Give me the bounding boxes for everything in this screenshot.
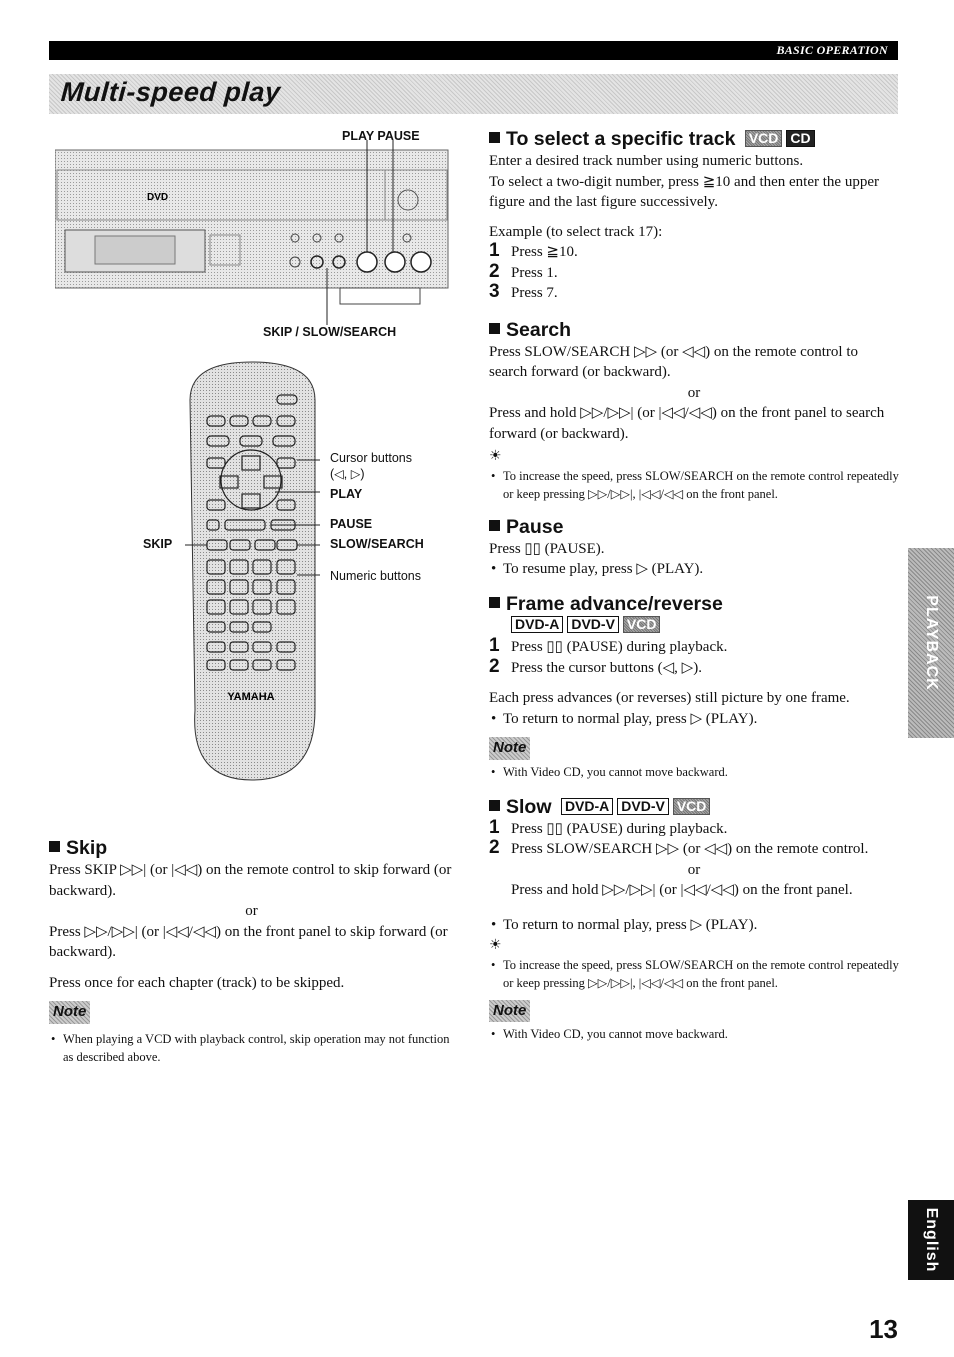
skip-heading: Skip <box>49 836 454 860</box>
pause-bullet: • To resume play, press ▷ (PLAY). <box>489 559 899 580</box>
dvd-a-badge: DVD-A <box>561 798 613 815</box>
search-heading: Search <box>489 318 899 342</box>
frame-note: • With Video CD, you cannot move backward. <box>489 763 899 781</box>
front-panel-illustration <box>55 140 450 330</box>
vcd-badge: VCD <box>673 798 711 815</box>
tip-icon: ☀ <box>489 448 502 464</box>
section-header-bar <box>49 41 898 60</box>
section-name: BASIC OPERATION <box>776 43 888 57</box>
side-tab-english <box>908 1200 954 1280</box>
search-p2: Press and hold ▷▷/▷▷| (or |◁◁/◁◁) on the front panel to search forward (or backward). <box>489 405 885 442</box>
remote-control-illustration <box>185 360 320 785</box>
remote-slow-search-label: SLOW/SEARCH <box>330 537 424 551</box>
select-track-step-3: 3 Press 7. <box>489 281 558 302</box>
dvd-v-badge: DVD-V <box>567 616 619 633</box>
pause-p1: Press ▯▯ (PAUSE). <box>489 540 605 557</box>
frame-note-badge: Note <box>489 737 530 760</box>
frame-badges <box>489 616 899 638</box>
vcd-badge: VCD <box>745 130 783 147</box>
remote-pause-label: PAUSE <box>330 517 373 531</box>
skip-paragraph-2: Press ▷▷/▷▷| (or |◁◁/◁◁) on the front panel to skip forward (or backward). <box>49 923 448 960</box>
title-banner <box>49 74 898 114</box>
remote-play-label: PLAY <box>330 487 363 501</box>
front-skip-label: SKIP / SLOW/SEARCH <box>263 325 397 339</box>
pause-heading: Pause <box>489 515 899 539</box>
slow-heading: Slow DVD-A DVD-V VCD <box>489 795 899 819</box>
skip-note-badge: Note <box>49 1001 90 1024</box>
select-track-p1: Enter a desired track number using numeric buttons. <box>489 153 804 169</box>
right-column <box>489 127 899 1043</box>
select-track-step-1: 1 Press ≧10. <box>489 240 578 261</box>
cursor-buttons-sublabel: (◁, ▷) <box>330 467 365 481</box>
slow-bullet: • To return to normal play, press ▷ (PLAY). <box>489 915 899 936</box>
svg-text:DVD: DVD <box>147 192 169 203</box>
select-track-step-2: 2 Press 1. <box>489 260 558 282</box>
remote-skip-label: SKIP <box>143 537 173 551</box>
side-tab-playback-label: PLAYBACK <box>923 595 940 691</box>
select-track-p2: To select a two-digit number, press ≧10 and then enter the upper figure and the last figure successively. <box>489 173 879 210</box>
skip-section <box>49 836 454 1066</box>
dvd-v-badge: DVD-V <box>617 798 669 815</box>
frame-step-2: 2 Press the cursor buttons (◁, ▷). <box>489 655 702 677</box>
frame-heading: Frame advance/reverse <box>489 592 899 616</box>
cursor-buttons-label: Cursor buttons <box>330 451 412 465</box>
frame-p1: Each press advances (or reverses) still picture by one frame. <box>489 690 850 706</box>
slow-step-1: 1 Press ▯▯ (PAUSE) during playback. <box>489 816 728 838</box>
slow-step-2: 2 Press SLOW/SEARCH ▷▷ (or ◁◁) on the remote control. <box>489 837 869 858</box>
remote-brand-text: YAMAHA <box>227 691 275 703</box>
side-tab-playback <box>908 548 954 738</box>
skip-paragraph-1: Press SKIP ▷▷| (or |◁◁) on the remote control to skip forward (or backward). <box>49 862 452 899</box>
select-track-heading: To select a specific track VCD CD <box>489 127 899 151</box>
skip-paragraph-3: Press once for each chapter (track) to be skipped. <box>49 974 345 991</box>
slow-tip: • To increase the speed, press SLOW/SEARCH on the remote control repeatedly or keep pressing ▷▷/▷▷|, |◁◁/◁◁ on the front panel. <box>489 956 899 992</box>
front-play-pause-label: PLAY PAUSE <box>342 129 420 143</box>
vcd-badge: VCD <box>623 616 661 633</box>
frame-bullet: • To return to normal play, press ▷ (PLAY). <box>489 709 899 730</box>
slow-hold: Press and hold ▷▷/▷▷| (or |◁◁/◁◁) on the front panel. <box>511 882 853 898</box>
side-tab-english-label: English <box>923 1207 940 1273</box>
tip-icon: ☀ <box>489 937 502 953</box>
dvd-a-badge: DVD-A <box>511 616 563 633</box>
select-track-example: Example (to select track 17): <box>489 223 663 240</box>
search-tip: • To increase the speed, press SLOW/SEARCH on the remote control repeatedly or keep pressing ▷▷/▷▷|, |◁◁/◁◁ on the front panel. <box>489 467 899 503</box>
numeric-buttons-label: Numeric buttons <box>330 569 422 583</box>
search-or: or <box>687 384 701 401</box>
skip-note: • When playing a VCD with playback control, skip operation may not function as described above. <box>49 1030 454 1066</box>
slow-or: or <box>687 861 701 878</box>
page-title: Multi-speed play <box>59 77 282 107</box>
slow-note: • With Video CD, you cannot move backward. <box>489 1025 899 1043</box>
search-p1: Press SLOW/SEARCH ▷▷ (or ◁◁) on the remote control to search forward (or backward). <box>489 343 859 380</box>
skip-or: or <box>245 903 258 919</box>
cd-badge: CD <box>786 130 814 147</box>
frame-step-1: 1 Press ▯▯ (PAUSE) during playback. <box>489 635 728 656</box>
page-number: 13 <box>869 1314 898 1344</box>
slow-note-badge: Note <box>489 1000 530 1023</box>
